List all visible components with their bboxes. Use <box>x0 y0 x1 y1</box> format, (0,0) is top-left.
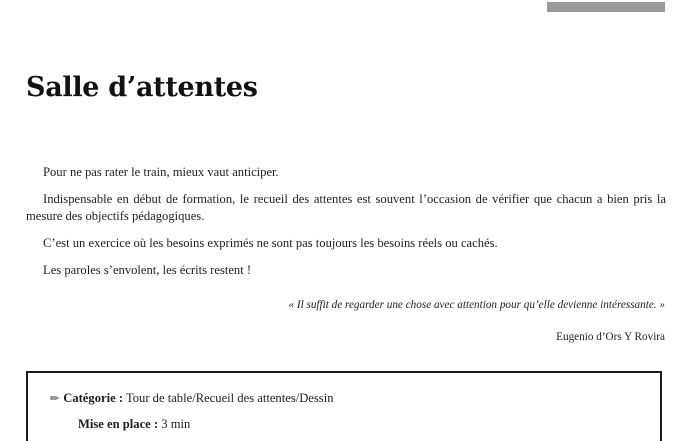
citation-quote: « Il suffit de regarder une chose avec attention pour qu’elle devienne intéressante. » <box>288 299 665 311</box>
category-label: Catégorie : <box>63 391 124 405</box>
paragraph: C’est un exercice où les besoins exprimés ne sont pas toujours les besoins réels ou cachés. <box>43 236 498 250</box>
paragraph: Les paroles s’envolent, les écrits restent ! <box>43 263 252 277</box>
intro-text <box>26 164 666 289</box>
category-line <box>50 391 334 406</box>
setup-value: 3 min <box>161 417 191 431</box>
page-title: Salle d’attentes <box>26 72 258 103</box>
category-value: Tour de table/Recueil des attentes/Dessin <box>125 391 334 405</box>
activity-info-box <box>26 371 662 441</box>
paragraph: Pour ne pas rater le train, mieux vaut anticiper. <box>43 165 279 179</box>
setup-line <box>78 417 190 432</box>
citation-author: Eugenio d’Ors Y Rovira <box>556 331 665 343</box>
pencil-icon: ✏ <box>50 393 60 405</box>
setup-label: Mise en place : <box>78 417 159 431</box>
top-decorative-bar <box>547 2 665 12</box>
paragraph: Indispensable en début de formation, le recueil des attentes est souvent l’occasion de vérifier que chacun a bien pris la mesure des objectifs pédagogiques. <box>26 192 666 223</box>
